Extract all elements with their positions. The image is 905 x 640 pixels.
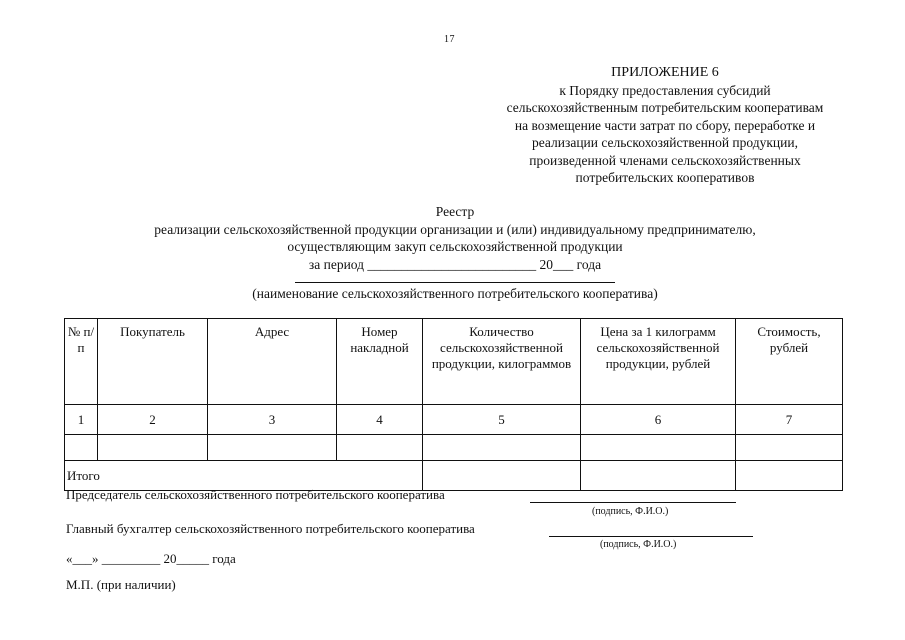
cooperative-name-caption: (наименование сельскохозяйственного потребительского кооператива) [252,286,658,301]
register-period: за период _________________________ 20___ года [308,256,602,272]
table-cell [208,435,337,461]
column-number: 3 [208,405,337,435]
column-number: 1 [65,405,98,435]
column-number: 4 [337,405,423,435]
table-cell [337,435,423,461]
cooperative-name-block [60,270,850,302]
header-price: Цена за 1 килограмм сельскохозяйственной продукции, рублей [581,319,736,405]
chairman-signature-label: Председатель сельскохозяйственного потребительского кооператива [66,487,445,502]
appendix-title: ПРИЛОЖЕНИЕ 6 [611,65,719,80]
table-cell [736,435,843,461]
table-row [65,435,843,461]
total-price-cell [581,461,736,491]
appendix-line: к Порядку предоставления субсидий [559,82,771,98]
column-number-row [65,405,843,435]
cooperative-name-line [295,282,615,283]
header-cost: Стоимость, рублей [736,319,843,405]
chairman-signature-line [530,502,736,503]
header-address: Адрес [208,319,337,405]
appendix-line: реализации сельскохозяйственной продукции, [532,135,798,150]
column-number: 2 [98,405,208,435]
header-buyer: Покупатель [98,319,208,405]
header-number: № п/п [65,319,98,405]
appendix-line: на возмещение части затрат по сбору, переработке и [514,117,816,133]
accountant-signature-caption: (подпись, Ф.И.О.) [600,539,677,550]
table-cell [581,435,736,461]
table-cell [98,435,208,461]
register-title: Реестр [435,204,475,219]
date-line: «___» _________ 20_____ года [66,551,236,566]
stamp-note: М.П. (при наличии) [66,577,176,592]
register-subtitle-line: реализации сельскохозяйственной продукции организации и (или) индивидуальному предпринимателю, [154,221,756,237]
total-label: Итого [65,461,423,491]
page-number: 17 [444,34,455,45]
column-number: 5 [423,405,581,435]
table-header-row [65,319,843,405]
appendix-line: произведенной членами сельскохозяйственных [529,152,801,168]
appendix-line: сельскохозяйственным потребительским кооперативам [506,100,824,115]
header-invoice: Номер накладной [337,319,423,405]
accountant-signature-label: Главный бухгалтер сельскохозяйственного потребительского кооператива [66,521,475,536]
register-heading [60,203,850,273]
column-number: 7 [736,405,843,435]
chairman-signature-caption: (подпись, Ф.И.О.) [592,506,669,517]
appendix-line: потребительских кооперативов [575,170,755,185]
accountant-signature-line [549,536,753,537]
total-cost-cell [736,461,843,491]
appendix-header [480,64,850,187]
total-quantity-cell [423,461,581,491]
registry-table [64,318,843,491]
register-subtitle-line: осуществляющим закуп сельскохозяйственной продукции [287,239,623,254]
column-number: 6 [581,405,736,435]
table-cell [65,435,98,461]
total-row [65,461,843,491]
header-quantity: Количество сельскохозяйственной продукции, килограммов [423,319,581,405]
table-cell [423,435,581,461]
